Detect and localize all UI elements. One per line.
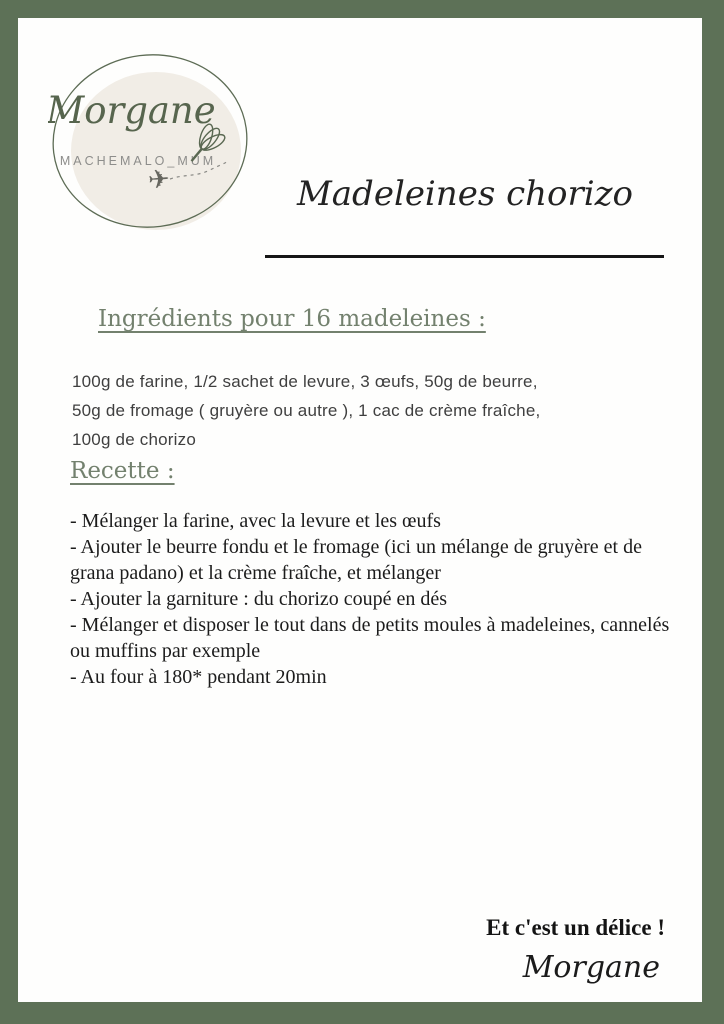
ingredients-line: 50g de fromage ( gruyère ou autre ), 1 cac de crème fraîche, [72, 401, 541, 420]
recipe-step: - Au four à 180* pendant 20min [70, 666, 327, 688]
ingredients-line: 100g de chorizo [72, 430, 196, 449]
recipe-step: - Mélanger et disposer le tout dans de petits moules à madeleines, cannelés ou muffins par exemple [70, 614, 670, 662]
ingredients-text [72, 367, 632, 454]
recipe-step: - Ajouter la garniture : du chorizo coupé en dés [70, 588, 448, 610]
brand-logo [48, 48, 258, 243]
recipe-step: - Mélanger la farine, avec la levure et les œufs [70, 510, 441, 532]
recipe-steps [70, 508, 678, 690]
recipe-sheet [18, 18, 702, 1002]
footer-tagline: Et c'est un délice ! [486, 915, 665, 940]
brand-logo-graphic [48, 48, 258, 243]
footer-signature: Morgane [522, 950, 660, 985]
logo-name: Morgane [48, 89, 216, 132]
plane-icon: ✈ [146, 164, 171, 196]
ingredients-line: 100g de farine, 1/2 sachet de levure, 3 œufs, 50g de beurre, [72, 372, 538, 391]
recipe-heading: Recette : [70, 458, 175, 484]
recipe-step: - Ajouter le beurre fondu et le fromage (ici un mélange de gruyère et de grana padano) et la crème fraîche, et mélanger [70, 536, 642, 584]
page-title: Madeleines chorizo [296, 174, 634, 214]
ingredients-heading: Ingrédients pour 16 madeleines : [98, 306, 486, 332]
title-underline-rule [265, 255, 664, 258]
logo-handle: MACHEMALO_MUM [59, 154, 217, 168]
